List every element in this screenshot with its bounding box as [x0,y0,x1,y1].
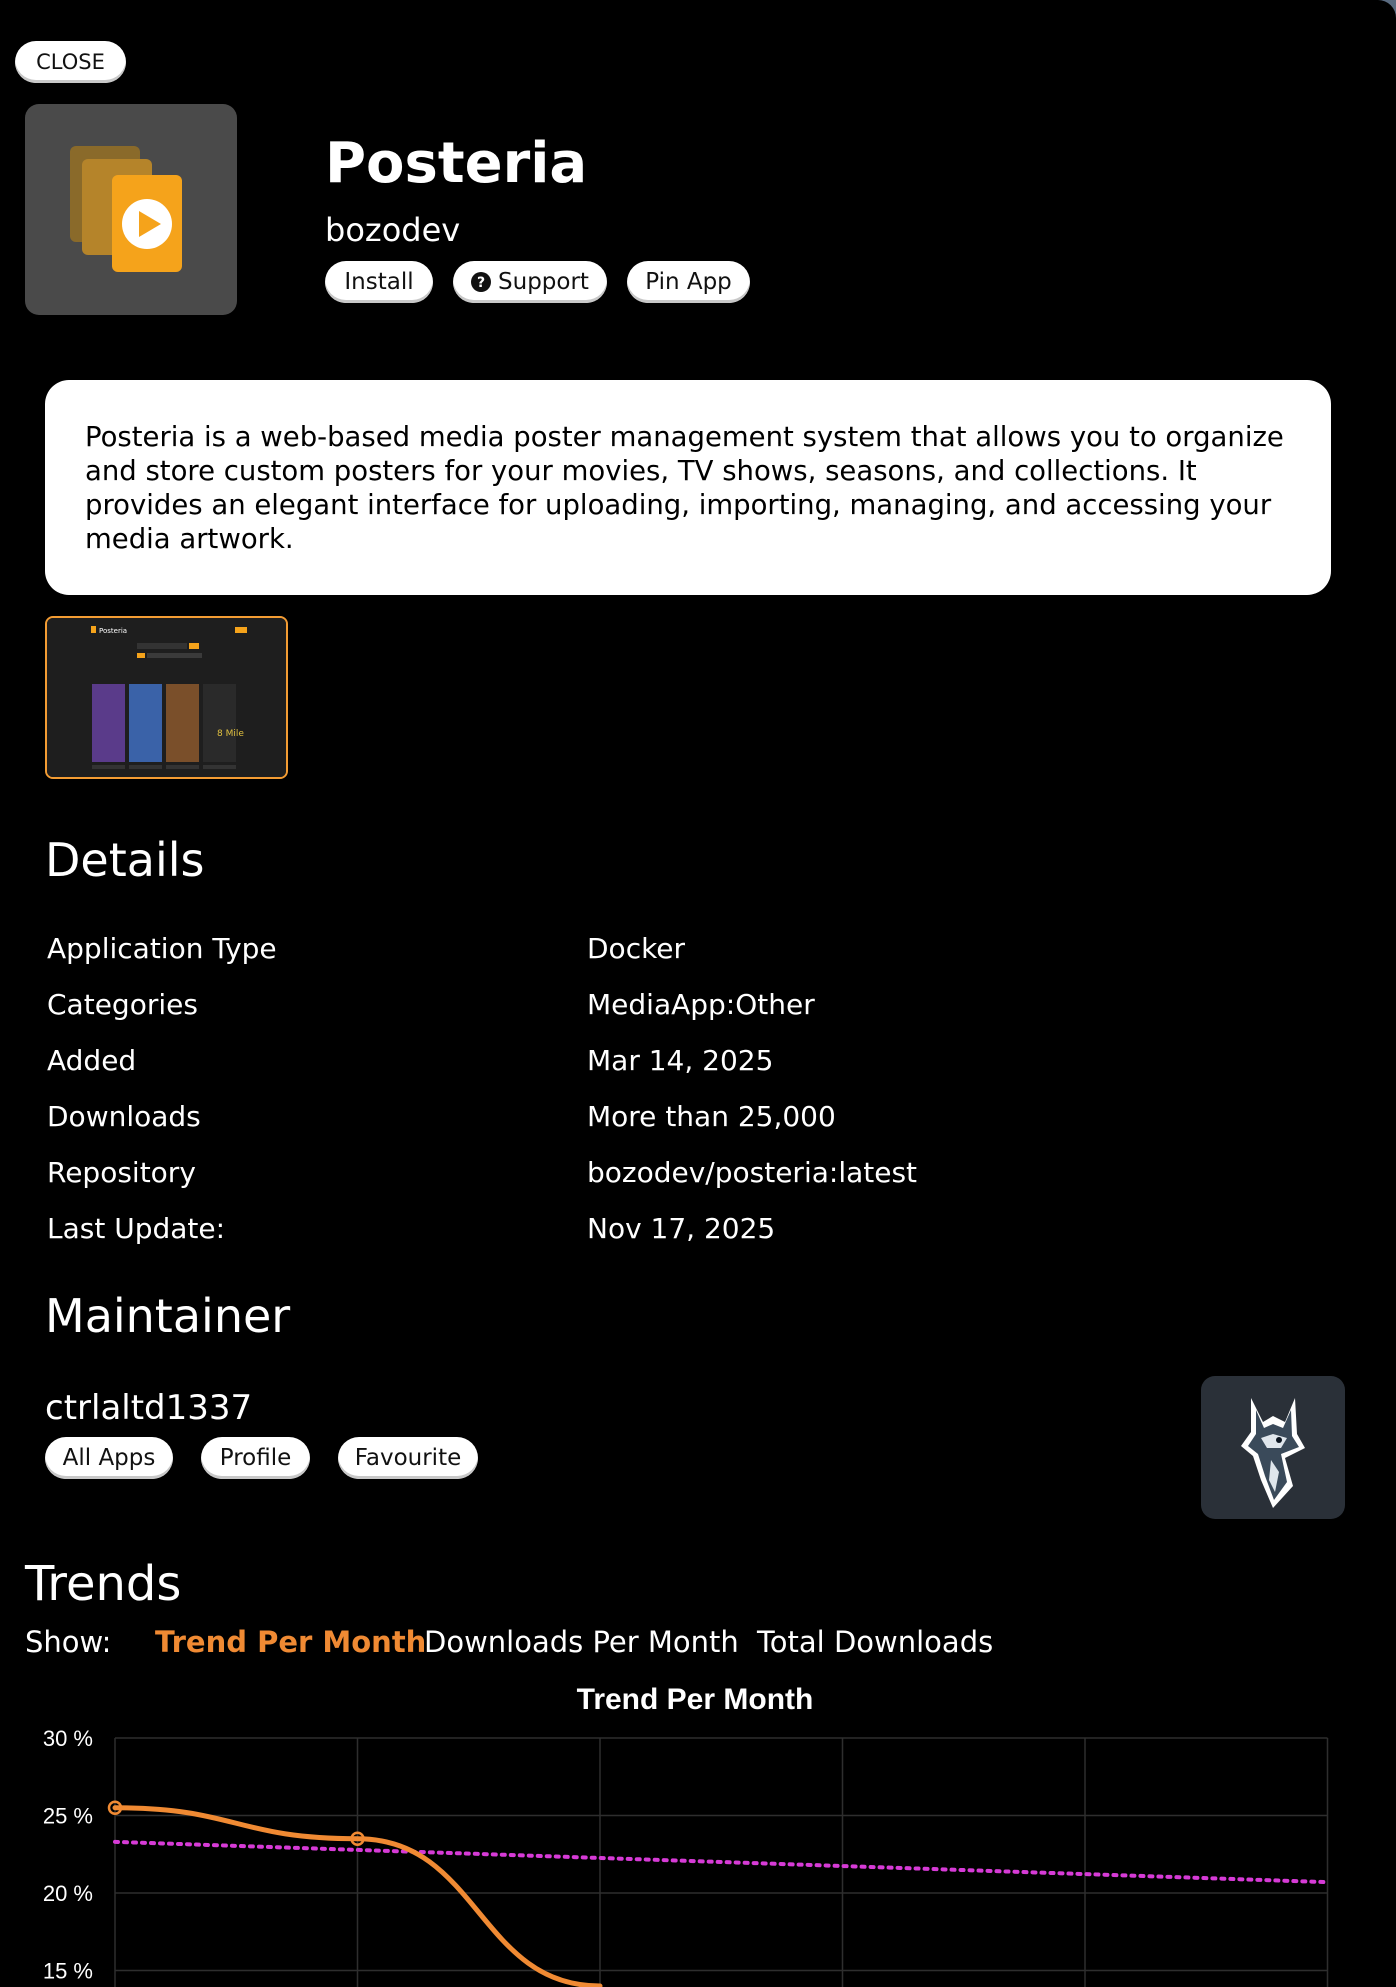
favourite-button[interactable] [338,1437,478,1479]
app-icon [25,104,237,315]
question-circle-icon [471,272,491,292]
screenshot-thumbnail[interactable] [45,616,288,779]
profile-label: Profile [219,1445,292,1471]
favourite-label: Favourite [354,1445,462,1471]
details-heading: Details [45,833,205,887]
chart-title: Trend Per Month [576,1683,814,1716]
trends-heading: Trends [25,1556,182,1612]
tab-total-downloads[interactable]: Total Downloads [757,1625,994,1659]
screenshot-poster-text: 8 Mile [217,729,244,739]
detail-value-last-update: Nov 17, 2025 [587,1212,776,1245]
trend-chart [0,1720,1396,1987]
app-title: Posteria [325,131,588,196]
svg-text:?: ? [476,275,486,291]
app-author: bozodev [325,211,461,249]
chart-trendline [115,1842,1328,1882]
pin-app-button[interactable] [627,261,750,303]
chart-y-tick-label: 30 % [42,1726,93,1751]
tab-downloads-per-month[interactable]: Downloads Per Month [424,1625,739,1659]
maintainer-avatar[interactable] [1201,1376,1345,1519]
fox-avatar-icon [1201,1376,1345,1519]
detail-label-added: Added [47,1044,137,1077]
maintainer-heading: Maintainer [45,1289,291,1343]
install-label: Install [344,269,414,295]
chart-y-tick-label: 15 % [42,1958,93,1984]
all-apps-label: All Apps [62,1445,156,1471]
detail-value-added: Mar 14, 2025 [587,1044,774,1077]
support-button[interactable] [453,261,607,303]
screenshot-brand: Posteria [99,627,128,635]
detail-value-downloads: More than 25,000 [587,1100,836,1133]
pin-app-label: Pin App [645,269,732,295]
profile-button[interactable] [201,1437,310,1479]
support-label: Support [498,269,589,295]
tab-trend-per-month[interactable]: Trend Per Month [155,1625,427,1659]
posteria-logo-icon [25,104,237,315]
chart-y-tick-label: 25 % [42,1803,93,1829]
maintainer-name: ctrlaltd1337 [45,1388,253,1428]
close-button[interactable]: CLOSE [15,41,126,83]
all-apps-button[interactable] [45,1437,173,1479]
detail-label-categories: Categories [47,988,198,1021]
screenshot-preview [47,618,286,777]
detail-label-downloads: Downloads [47,1100,201,1133]
detail-label-type: Application Type [47,932,277,965]
detail-label-last-update: Last Update: [47,1212,226,1245]
detail-value-categories: MediaApp:Other [587,988,815,1021]
install-button[interactable] [325,261,433,303]
detail-value-type: Docker [587,932,686,965]
detail-label-repository: Repository [47,1156,196,1189]
show-label: Show: [25,1625,112,1659]
app-description: Posteria is a web-based media poster management system that allows you to organize and store custom posters for your movies, TV shows, seasons, and collections. It provides an elegant interface for uploading, importing, managing, and accessing your media artwork. [45,380,1331,595]
chart-y-tick-label: 20 % [42,1881,93,1906]
detail-value-repository: bozodev/posteria:latest [587,1156,918,1189]
